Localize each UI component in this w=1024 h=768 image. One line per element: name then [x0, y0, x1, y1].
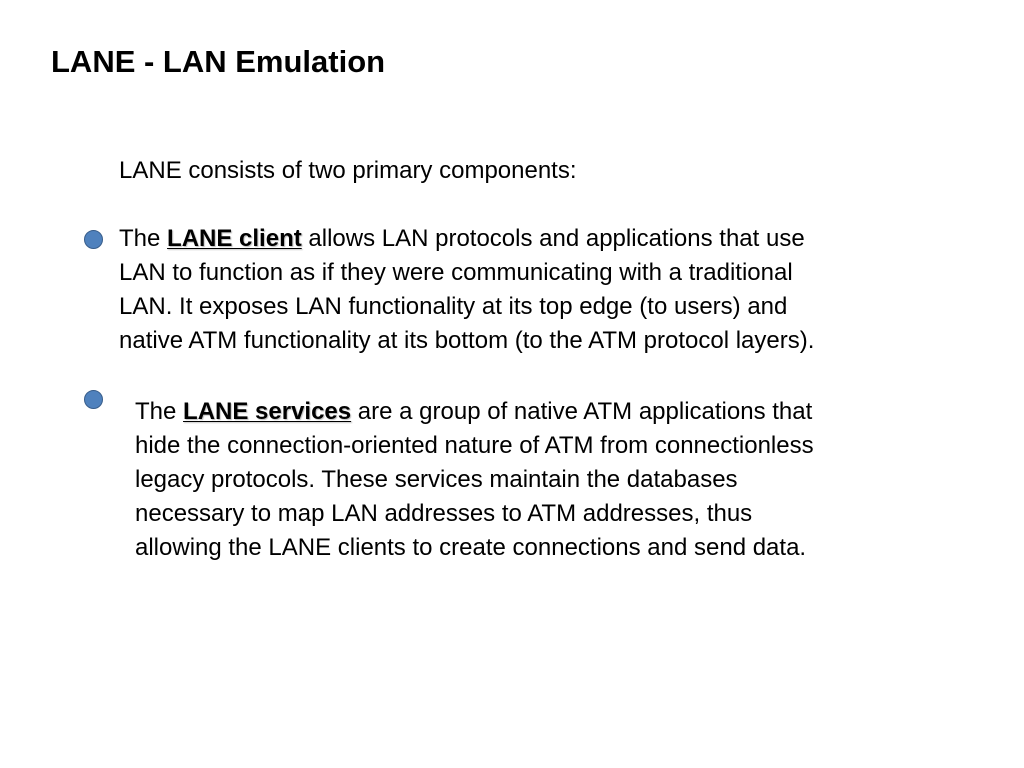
bullet-line: LAN to function as if they were communicating with a traditional: [119, 259, 793, 286]
circle-bullet-icon: [84, 390, 103, 409]
bullet-line: hide the connection-oriented nature of ATM from connectionless: [135, 432, 814, 459]
bullet-line-rest: allows LAN protocols and applications that use: [301, 225, 805, 252]
bullet-line: [135, 395, 975, 429]
bullet-line: legacy protocols. These services maintain the databases: [135, 466, 738, 493]
circle-bullet-icon: [84, 230, 103, 249]
bullet-lead: The: [135, 398, 184, 425]
bullet-line: native ATM functionality at its bottom (to the ATM protocol layers).: [119, 327, 815, 354]
term-lane-client: LANE client: [167, 225, 302, 252]
bullet-lane-services: [135, 395, 975, 565]
bullet-lane-client: [119, 222, 959, 358]
bullet-line: necessary to map LAN addresses to ATM addresses, thus: [135, 500, 753, 527]
intro-text: LANE consists of two primary components:: [119, 157, 577, 184]
bullet-line: [119, 222, 959, 256]
bullet-line: LAN. It exposes LAN functionality at its top edge (to users) and: [119, 293, 788, 320]
slide-title: LANE - LAN Emulation: [51, 44, 386, 79]
bullet-lead: The: [119, 225, 168, 252]
bullet-line: allowing the LANE clients to create connections and send data.: [135, 534, 807, 561]
term-lane-services: LANE services: [183, 398, 352, 425]
bullet-line-rest: are a group of native ATM applications that: [351, 398, 813, 425]
